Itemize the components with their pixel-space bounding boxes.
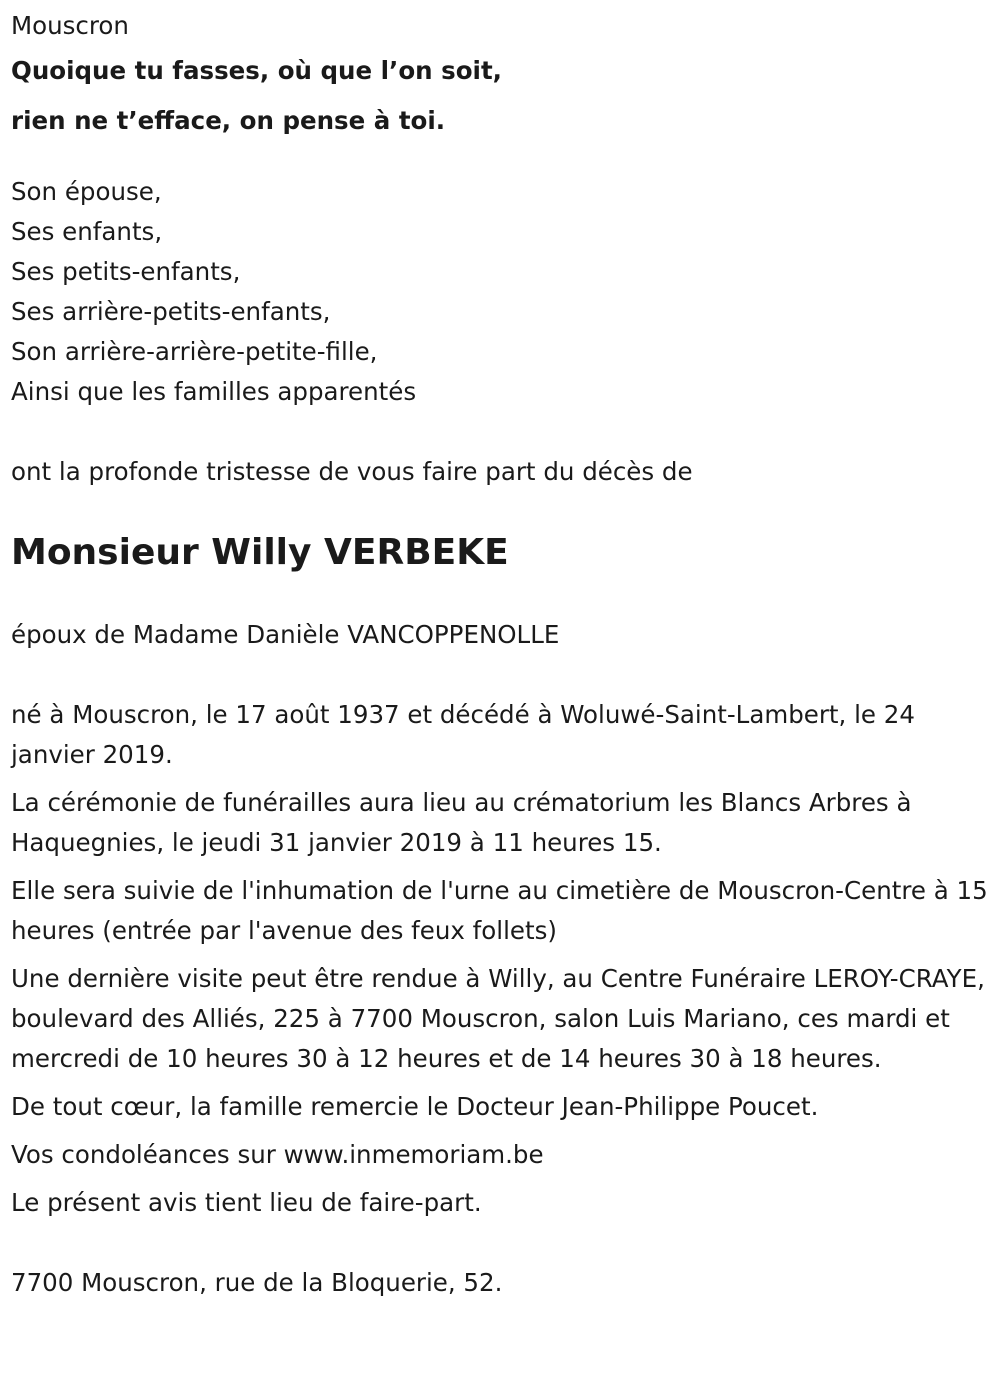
burial-paragraph: Elle sera suivie de l'inhumation de l'urne au cimetière de Mouscron-Centre à 15 heures (entrée par l'avenue des feux follets) [11,876,988,945]
family-member: Ses petits-enfants, [11,257,241,286]
quote-line-2: rien ne t’efface, on pense à toi. [11,106,446,135]
family-member: Ainsi que les familles apparentés [11,377,417,406]
quote-line-1: Quoique tu fasses, où que l’on soit, [11,56,502,85]
announcement-text: ont la profonde tristesse de vous faire part du décès de [11,457,693,486]
family-list [11,172,993,412]
family-member: Ses arrière-petits-enfants, [11,297,331,326]
family-address: 7700 Mouscron, rue de la Bloquerie, 52. [11,1268,503,1297]
city-header: Mouscron [11,11,129,40]
notice-paragraph: Le présent avis tient lieu de faire-part. [11,1188,482,1217]
family-member: Son épouse, [11,177,162,206]
family-member: Son arrière-arrière-petite-fille, [11,337,378,366]
spouse-line: époux de Madame Danièle VANCOPPENOLLE [11,620,560,649]
visit-paragraph: Une dernière visite peut être rendue à Willy, au Centre Funéraire LEROY-CRAYE, boulevard des Alliés, 225 à 7700 Mouscron, salon Luis Mariano, ces mardi et mercredi de 10 heures 30 à 12 heures et de 14 heures 30 à 18 heures. [11,964,985,1073]
condolences-paragraph: Vos condoléances sur www.inmemoriam.be [11,1140,544,1169]
thanks-paragraph: De tout cœur, la famille remercie le Docteur Jean-Philippe Poucet. [11,1092,819,1121]
obituary-notice [11,0,993,1303]
deceased-name: Monsieur Willy VERBEKE [11,532,509,573]
birth-death-paragraph: né à Mouscron, le 17 août 1937 et décédé à Woluwé-Saint-Lambert, le 24 janvier 2019. [11,700,915,769]
ceremony-paragraph: La cérémonie de funérailles aura lieu au crématorium les Blancs Arbres à Haquegnies, le jeudi 31 janvier 2019 à 11 heures 15. [11,788,912,857]
family-member: Ses enfants, [11,217,163,246]
